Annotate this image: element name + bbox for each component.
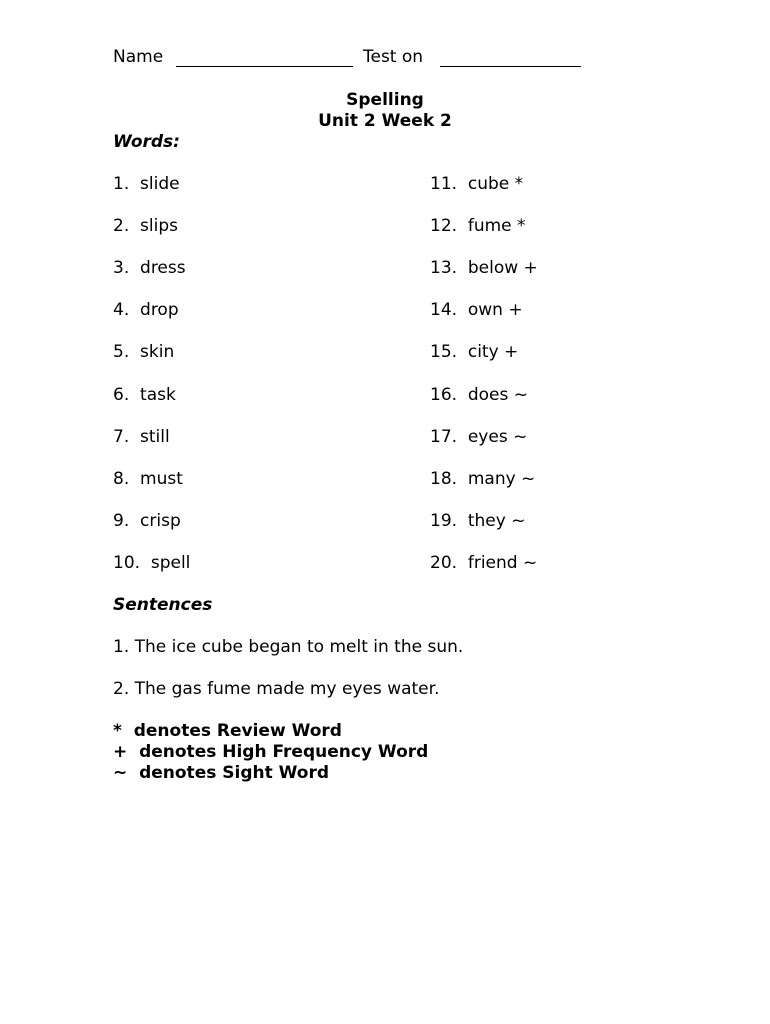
word-item: 13. below +: [430, 258, 538, 278]
page-title: Spelling: [346, 90, 424, 110]
word-item: 10. spell: [113, 553, 191, 573]
word-item: 18. many ~: [430, 469, 536, 489]
legend-sight-word: ~ denotes Sight Word: [113, 763, 330, 783]
word-item: 19. they ~: [430, 511, 526, 531]
test-on-label: Test on: [363, 47, 424, 67]
legend-review-word: * denotes Review Word: [113, 721, 342, 741]
word-item: 9. crisp: [113, 511, 181, 531]
word-item: 17. eyes ~: [430, 427, 528, 447]
word-item: 16. does ~: [430, 385, 528, 405]
sentence-item: 1. The ice cube began to melt in the sun.: [113, 637, 464, 657]
test-date-blank-line: [440, 66, 581, 67]
word-item: 20. friend ~: [430, 553, 538, 573]
word-item: 12. fume *: [430, 216, 526, 236]
name-test-row: [113, 46, 593, 70]
word-item: 5. skin: [113, 342, 175, 362]
word-item: 14. own +: [430, 300, 523, 320]
name-blank-line: [176, 66, 353, 67]
name-label: Name: [113, 47, 164, 67]
word-item: 3. dress: [113, 258, 186, 278]
legend-high-frequency-word: + denotes High Frequency Word: [113, 742, 429, 762]
word-item: 2. slips: [113, 216, 178, 236]
word-item: 15. city +: [430, 342, 519, 362]
sentences-heading: Sentences: [113, 595, 213, 615]
word-item: 4. drop: [113, 300, 179, 320]
words-heading: Words:: [113, 132, 180, 152]
word-item: 6. task: [113, 385, 176, 405]
word-item: 8. must: [113, 469, 183, 489]
word-item: 11. cube *: [430, 174, 524, 194]
word-item: 7. still: [113, 427, 170, 447]
page-subtitle: Unit 2 Week 2: [318, 111, 452, 131]
sentence-item: 2. The gas fume made my eyes water.: [113, 679, 440, 699]
word-item: 1. slide: [113, 174, 180, 194]
